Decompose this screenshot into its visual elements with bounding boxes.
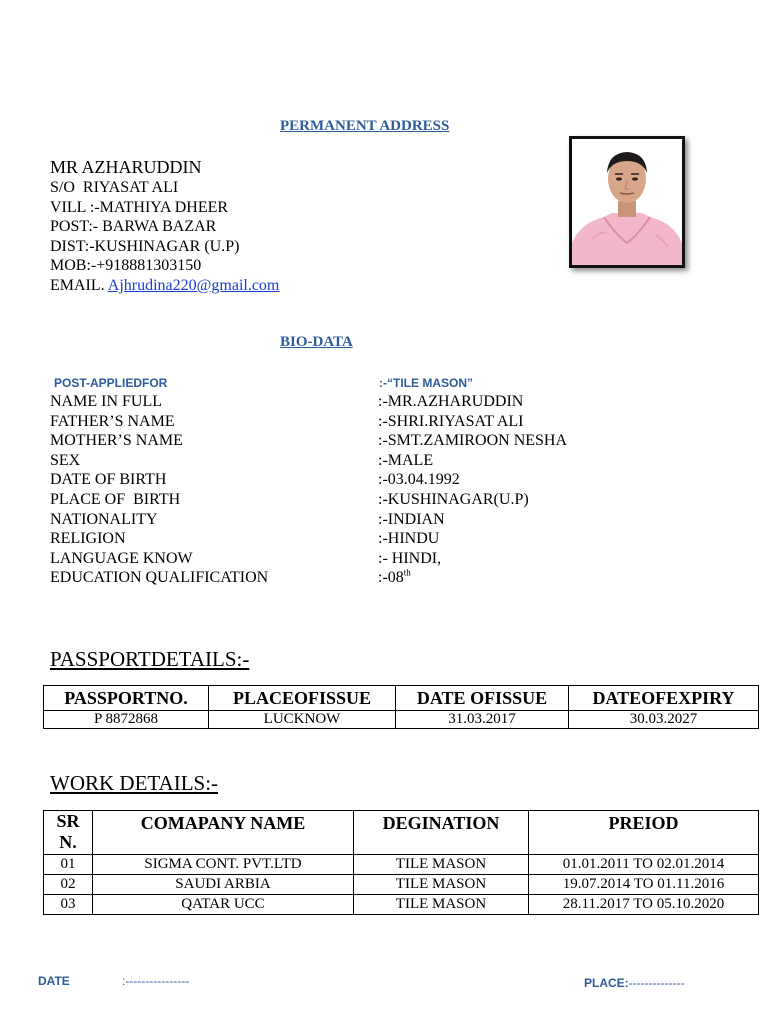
address-line: S/O RIYASAT ALI [50, 179, 179, 196]
bio-label: NATIONALITY [50, 510, 158, 528]
bio-label: LANGUAGE KNOW [50, 549, 193, 567]
bio-row-dob [50, 470, 460, 490]
work-sr: 01 [44, 855, 93, 875]
work-header-company: COMAPANY NAME [93, 811, 354, 855]
date-of-expiry: 30.03.2027 [569, 711, 759, 729]
work-designation: TILE MASON [354, 895, 529, 915]
bio-label: NAME IN FULL [50, 393, 162, 410]
bio-data-heading: BIO-DATA [280, 334, 353, 350]
work-company: SIGMA CONT. PVT.LTD [93, 855, 354, 875]
address-line: VILL :-MATHIYA DHEER [50, 198, 229, 216]
passport-details-title: PASSPORTDETAILS:- [50, 647, 250, 671]
bio-value [378, 568, 411, 588]
work-sr: 02 [44, 875, 93, 895]
bio-label: MOTHER’S NAME [50, 432, 183, 450]
work-designation: TILE MASON [354, 875, 529, 895]
bio-label: SEX [50, 451, 81, 469]
sr-line-2: N. [59, 832, 77, 852]
footer-place-label: PLACE: [584, 976, 629, 990]
bio-value: :-INDIAN [378, 510, 445, 528]
email-line [50, 276, 279, 296]
work-period: 28.11.2017 TO 05.10.2020 [529, 895, 759, 915]
address-line: DIST:-KUSHINAGAR (U.P) [50, 237, 240, 255]
bio-label: PLACE OF BIRTH [50, 490, 181, 508]
work-header-sr [44, 811, 93, 855]
address-line: MOB:-+918881303150 [50, 257, 202, 275]
passport-header-cell: PLACEOFISSUE [209, 686, 396, 711]
bio-value: :-03.04.1992 [378, 471, 460, 489]
bio-row-religion [50, 529, 440, 549]
bio-value: :-KUSHINAGAR(U.P) [378, 490, 529, 508]
passport-header-cell: PASSPORTNO. [44, 686, 209, 711]
work-header-row [44, 811, 759, 855]
work-sr: 03 [44, 895, 93, 915]
work-company: SAUDI ARBIA [93, 875, 354, 895]
footer-place-line: -------------- [628, 976, 685, 990]
bio-row-mother [50, 431, 568, 451]
bio-label: EDUCATION QUALIFICATION [50, 569, 269, 587]
bio-value: :- HINDI, [378, 549, 442, 567]
work-designation: TILE MASON [354, 855, 529, 875]
bio-row-education [50, 568, 411, 588]
education-suffix: th [403, 568, 411, 579]
bio-label: DATE OF BIRTH [50, 471, 167, 489]
bio-value: :-MR.AZHARUDDIN [378, 393, 524, 410]
work-company: QATAR UCC [93, 895, 354, 915]
work-row [44, 895, 759, 915]
footer-date-line: :---------------- [122, 974, 190, 988]
email-link[interactable]: Ajhrudina220@gmail.com [107, 276, 280, 294]
education-value: :-08 [378, 569, 404, 587]
place-of-issue: LUCKNOW [209, 711, 396, 729]
bio-row-place-of-birth [50, 490, 529, 510]
work-row [44, 875, 759, 895]
passport-data-row [44, 711, 759, 729]
passport-header-cell: DATE OFISSUE [396, 686, 569, 711]
sr-line-1: SR [56, 811, 80, 831]
bio-row-language [50, 549, 442, 569]
address-line: POST:- BARWA BAZAR [50, 218, 217, 236]
work-header-period: PREIOD [529, 811, 759, 855]
bio-value: :-SMT.ZAMIROON NESHA [378, 432, 568, 450]
work-row [44, 855, 759, 875]
profile-photo [569, 136, 685, 268]
work-period: 01.01.2011 TO 02.01.2014 [529, 855, 759, 875]
footer-place [584, 974, 685, 992]
work-details-title: WORK DETAILS:- [50, 771, 219, 795]
bio-label: FATHER’S NAME [50, 412, 175, 430]
footer-date-label: DATE [38, 974, 70, 988]
passport-header-row [44, 686, 759, 711]
work-header-designation: DEGINATION [354, 811, 529, 855]
bio-value: :-MALE [378, 451, 434, 469]
portrait-image [572, 139, 682, 265]
applicant-name: MR AZHARUDDIN [50, 157, 202, 177]
bio-row-sex [50, 451, 434, 471]
bio-label: RELIGION [50, 530, 126, 548]
date-of-issue: 31.03.2017 [396, 711, 569, 729]
passport-header-cell: DATEOFEXPIRY [569, 686, 759, 711]
work-period: 19.07.2014 TO 01.11.2016 [529, 875, 759, 895]
email-label: EMAIL. [50, 276, 108, 294]
bio-row-name [50, 392, 524, 412]
bio-value: :-HINDU [378, 530, 440, 548]
bio-row-nationality [50, 510, 445, 530]
post-applied-value: :-“TILE MASON” [379, 376, 473, 390]
address-block [50, 156, 279, 296]
bio-value: :-SHRI.RIYASAT ALI [378, 412, 524, 430]
bio-row-father [50, 412, 524, 432]
passport-table [43, 685, 759, 729]
passport-number: P 8872868 [44, 711, 209, 729]
permanent-address-heading: PERMANENT ADDRESS [280, 118, 450, 134]
bio-data-list [50, 392, 568, 588]
post-applied-label: POST-APPLIEDFOR [54, 376, 168, 390]
work-table [43, 810, 759, 915]
